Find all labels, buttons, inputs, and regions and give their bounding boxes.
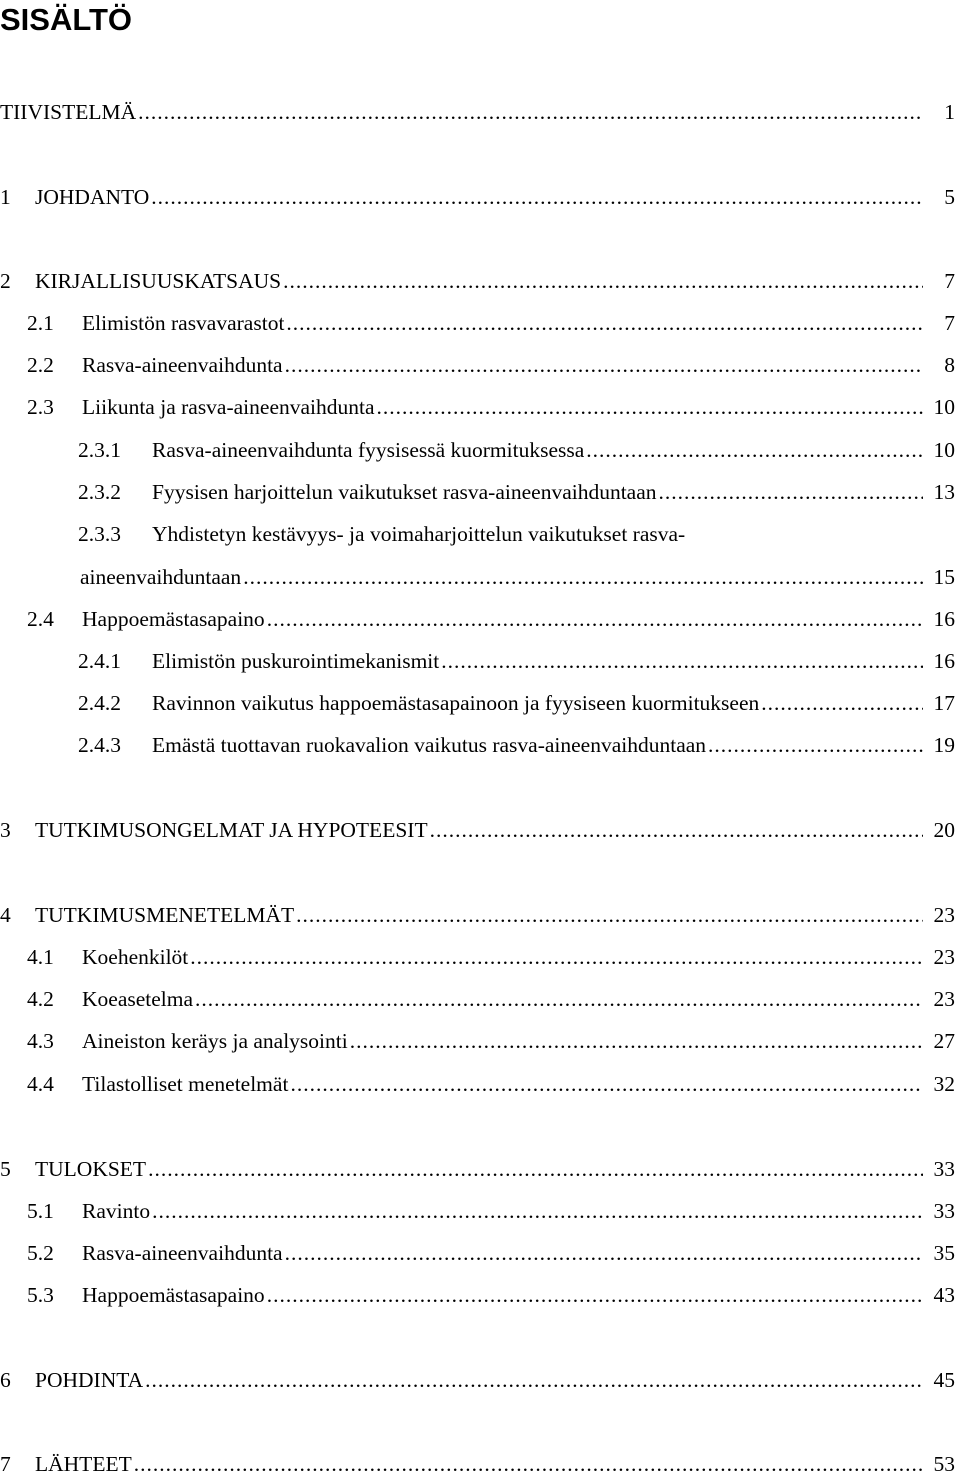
- toc-entry[interactable]: [0, 817, 955, 843]
- toc-entry-number: 2: [0, 269, 11, 293]
- toc-entry-number: 2.3.3: [78, 522, 121, 546]
- toc-entry-number: 4: [0, 903, 11, 927]
- toc-entry-page: 27: [933, 1029, 955, 1053]
- toc-entry-page: 5: [944, 185, 955, 209]
- toc-entry-page: 53: [933, 1452, 955, 1476]
- dot-leader: [285, 1240, 923, 1266]
- toc-entry[interactable]: [0, 184, 955, 210]
- toc-entry-number: 7: [0, 1452, 11, 1476]
- toc-entry-number: 2.1: [27, 311, 54, 335]
- toc-entry-label: Rasva-aineenvaihdunta: [82, 1241, 283, 1265]
- toc-entry[interactable]: [0, 1282, 955, 1308]
- toc-entry[interactable]: [0, 986, 955, 1012]
- toc-entry-label: Ravinto: [82, 1199, 151, 1223]
- toc-entry[interactable]: [0, 732, 955, 758]
- toc-entry-number: 6: [0, 1368, 11, 1392]
- dot-leader: [708, 732, 923, 758]
- toc-entry-page: 16: [933, 649, 955, 673]
- toc-entry-page: 15: [933, 565, 955, 589]
- dot-leader: [267, 606, 923, 632]
- toc-entry-label: TIIVISTELMÄ: [0, 100, 137, 124]
- toc-entry-label: Emästä tuottavan ruokavalion vaikutus rasva-aineenvaihduntaan: [152, 733, 707, 757]
- toc-entry-page: 10: [933, 438, 955, 462]
- toc-entry-label: JOHDANTO: [35, 185, 150, 209]
- dot-leader: [761, 690, 923, 716]
- toc-entry-page: 20: [933, 818, 955, 842]
- toc-entry[interactable]: [0, 1156, 955, 1182]
- toc-entry-page: 23: [933, 903, 955, 927]
- toc-entry[interactable]: [0, 1240, 955, 1266]
- toc-entry-page: 45: [933, 1368, 955, 1392]
- toc-entry-continuation[interactable]: [0, 564, 955, 590]
- dot-leader: [138, 99, 923, 125]
- toc-entry-number: 3: [0, 818, 11, 842]
- toc-entry-label: Yhdistetyn kestävyys- ja voimaharjoittelun vaikutukset rasva-: [152, 522, 686, 546]
- toc-entry[interactable]: [0, 1028, 955, 1054]
- toc-entry[interactable]: [0, 352, 955, 378]
- toc-entry-label: Elimistön rasvavarastot: [82, 311, 285, 335]
- toc-entry-page: 43: [933, 1283, 955, 1307]
- toc-entry-number: 2.4.2: [78, 691, 121, 715]
- toc-entry-number: 1: [0, 185, 11, 209]
- toc-entry-number: 5.2: [27, 1241, 54, 1265]
- toc-entry-page: 35: [933, 1241, 955, 1265]
- toc-entry[interactable]: [0, 268, 955, 294]
- toc-entry-label: Elimistön puskurointimekanismit: [152, 649, 440, 673]
- dot-leader: [286, 310, 923, 336]
- toc-entry[interactable]: [0, 1071, 955, 1097]
- toc-entry[interactable]: [0, 1451, 955, 1477]
- toc-entry-number: 2.3: [27, 395, 54, 419]
- toc-entry-label: Ravinnon vaikutus happoemästasapainoon ja fyysiseen kuormitukseen: [152, 691, 760, 715]
- toc-entry-label: Koeasetelma: [82, 987, 194, 1011]
- toc-entry-page: 1: [944, 100, 955, 124]
- toc-entry-label: Rasva-aineenvaihdunta: [82, 353, 283, 377]
- toc-entry-page: 19: [933, 733, 955, 757]
- toc-entry[interactable]: [0, 690, 955, 716]
- toc-entry-number: 2.2: [27, 353, 54, 377]
- toc-entry[interactable]: [0, 1367, 955, 1393]
- toc-entry[interactable]: [0, 944, 955, 970]
- toc-entry-label: Happoemästasapaino: [82, 1283, 265, 1307]
- toc-entry-page: 32: [933, 1072, 955, 1096]
- toc-entry-page: 7: [944, 311, 955, 335]
- dot-leader: [148, 1156, 923, 1182]
- dot-leader: [430, 817, 923, 843]
- dot-leader: [285, 352, 923, 378]
- toc-entry-page: 23: [933, 987, 955, 1011]
- toc-entry-number: 4.2: [27, 987, 54, 1011]
- toc-entry-page: 7: [944, 269, 955, 293]
- toc-entry[interactable]: [0, 394, 955, 420]
- dot-leader: [659, 479, 923, 505]
- dot-leader: [267, 1282, 923, 1308]
- toc-entry-page: 8: [944, 353, 955, 377]
- toc-entry[interactable]: [0, 648, 955, 674]
- toc-entry-page: 23: [933, 945, 955, 969]
- toc-entry-label: Aineiston keräys ja analysointi: [82, 1029, 348, 1053]
- dot-leader: [195, 986, 923, 1012]
- toc-entry-number: 2.3.1: [78, 438, 121, 462]
- toc-entry-label: POHDINTA: [35, 1368, 144, 1392]
- toc-entry-number: 2.3.2: [78, 480, 121, 504]
- toc-entry-page: 17: [933, 691, 955, 715]
- dot-leader: [377, 394, 923, 420]
- toc-entry[interactable]: [0, 1198, 955, 1224]
- toc-entry-label: LÄHTEET: [35, 1452, 132, 1476]
- dot-leader: [283, 268, 923, 294]
- dot-leader: [441, 648, 923, 674]
- dot-leader: [190, 944, 923, 970]
- toc-entry-label: Fyysisen harjoittelun vaikutukset rasva-aineenvaihduntaan: [152, 480, 657, 504]
- toc-entry-number: 2.4: [27, 607, 54, 631]
- toc-entry-label: Happoemästasapaino: [82, 607, 265, 631]
- toc-entry-label: TUTKIMUSMENETELMÄT: [35, 903, 295, 927]
- toc-entry-label: TUTKIMUSONGELMAT JA HYPOTEESIT: [35, 818, 428, 842]
- toc-entry-number: 4.4: [27, 1072, 54, 1096]
- toc-entry-number: 5: [0, 1157, 11, 1181]
- toc-entry-page: 33: [933, 1199, 955, 1223]
- toc-entry[interactable]: [0, 310, 955, 336]
- toc-entry-number: 2.4.3: [78, 733, 121, 757]
- dot-leader: [151, 184, 923, 210]
- toc-entry-number: 5.1: [27, 1199, 54, 1223]
- dot-leader: [145, 1367, 923, 1393]
- dot-leader: [134, 1451, 923, 1477]
- toc-entry[interactable]: [0, 479, 955, 505]
- toc-entry-page: 10: [933, 395, 955, 419]
- dot-leader: [152, 1198, 923, 1224]
- dot-leader: [243, 564, 923, 590]
- toc-entry[interactable]: [0, 521, 955, 547]
- toc-entry[interactable]: [0, 606, 955, 632]
- toc-entry-label: Koehenkilöt: [82, 945, 189, 969]
- toc-entry-label-continued: aineenvaihduntaan: [80, 565, 242, 589]
- toc-entry-page: 13: [933, 480, 955, 504]
- dot-leader: [350, 1028, 923, 1054]
- toc-entry-label: TULOKSET: [35, 1157, 147, 1181]
- toc-entry[interactable]: [0, 437, 955, 463]
- toc-entry-number: 5.3: [27, 1283, 54, 1307]
- toc-title: SISÄLTÖ: [0, 2, 133, 37]
- toc-entry-label: KIRJALLISUUSKATSAUS: [35, 269, 282, 293]
- toc-entry-label: Tilastolliset menetelmät: [82, 1072, 289, 1096]
- toc-entry-page: 33: [933, 1157, 955, 1181]
- toc-entry-page: 16: [933, 607, 955, 631]
- toc-entry[interactable]: [0, 902, 955, 928]
- dot-leader: [586, 437, 923, 463]
- toc-entry-label: Rasva-aineenvaihdunta fyysisessä kuormituksessa: [152, 438, 585, 462]
- toc-entry[interactable]: [0, 99, 955, 125]
- toc-entry-number: 4.1: [27, 945, 54, 969]
- toc-entry-number: 4.3: [27, 1029, 54, 1053]
- toc-entry-label: Liikunta ja rasva-aineenvaihdunta: [82, 395, 375, 419]
- dot-leader: [290, 1071, 923, 1097]
- dot-leader: [296, 902, 923, 928]
- toc-entry-number: 2.4.1: [78, 649, 121, 673]
